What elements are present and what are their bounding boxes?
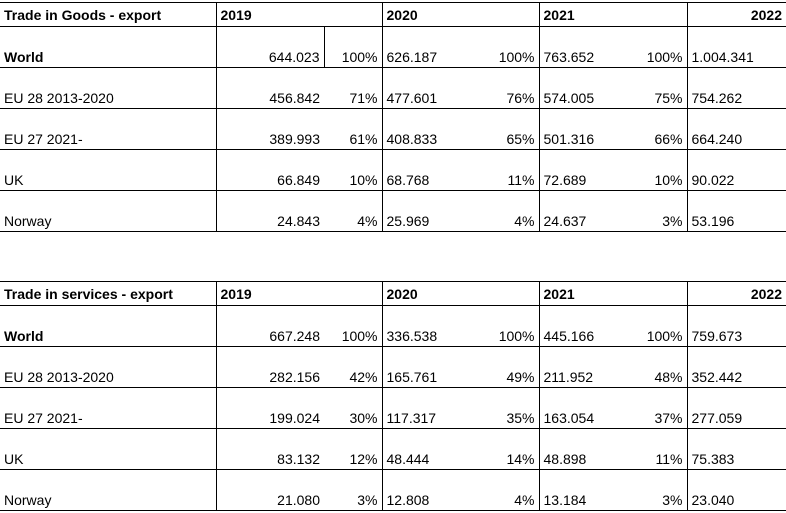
services-export-table [0, 281, 786, 511]
row-label: EU 28 2013-2020 [0, 347, 216, 388]
percent-cell: 66% [634, 109, 687, 150]
value-cell: 24.637 [539, 191, 634, 232]
percent-cell: 49% [484, 347, 539, 388]
goods-table-title: Trade in Goods - export [0, 3, 216, 27]
table-row [0, 191, 786, 232]
percent-cell: 100% [484, 306, 539, 347]
value-cell: 66.849 [216, 150, 324, 191]
percent-cell: 4% [484, 191, 539, 232]
goods-export-table [0, 2, 786, 232]
row-label: EU 27 2021- [0, 388, 216, 429]
goods-year-2022: 2022 [687, 3, 786, 27]
services-year-2021: 2021 [539, 282, 687, 306]
value-cell: 199.024 [216, 388, 324, 429]
percent-cell: 12% [324, 429, 382, 470]
goods-year-2019: 2019 [216, 3, 382, 27]
value-cell: 759.673 [687, 306, 786, 347]
value-cell: 48.444 [382, 429, 484, 470]
percent-cell: 61% [324, 109, 382, 150]
row-label: EU 27 2021- [0, 109, 216, 150]
table-row [0, 470, 786, 511]
value-cell: 644.023 [216, 27, 324, 68]
table-row [0, 68, 786, 109]
table-row [0, 306, 786, 347]
percent-cell: 35% [484, 388, 539, 429]
percent-cell: 100% [484, 27, 539, 68]
value-cell: 24.843 [216, 191, 324, 232]
services-year-2019: 2019 [216, 282, 382, 306]
table-row [0, 150, 786, 191]
row-label: UK [0, 150, 216, 191]
percent-cell: 3% [634, 470, 687, 511]
goods-year-2020: 2020 [382, 3, 539, 27]
percent-cell: 65% [484, 109, 539, 150]
value-cell: 72.689 [539, 150, 634, 191]
value-cell: 48.898 [539, 429, 634, 470]
row-label: UK [0, 429, 216, 470]
value-cell: 408.833 [382, 109, 484, 150]
percent-cell: 42% [324, 347, 382, 388]
percent-cell: 100% [324, 27, 382, 68]
value-cell: 75.383 [687, 429, 786, 470]
percent-cell: 11% [484, 150, 539, 191]
row-label: World [0, 306, 216, 347]
value-cell: 763.652 [539, 27, 634, 68]
percent-cell: 4% [484, 470, 539, 511]
value-cell: 13.184 [539, 470, 634, 511]
percent-cell: 76% [484, 68, 539, 109]
percent-cell: 71% [324, 68, 382, 109]
value-cell: 477.601 [382, 68, 484, 109]
value-cell: 117.317 [382, 388, 484, 429]
services-header-row [0, 282, 786, 306]
percent-cell: 3% [634, 191, 687, 232]
value-cell: 165.761 [382, 347, 484, 388]
value-cell: 574.005 [539, 68, 634, 109]
table-row [0, 429, 786, 470]
services-table-title: Trade in services - export [0, 282, 216, 306]
value-cell: 456.842 [216, 68, 324, 109]
value-cell: 282.156 [216, 347, 324, 388]
value-cell: 277.059 [687, 388, 786, 429]
value-cell: 12.808 [382, 470, 484, 511]
value-cell: 211.952 [539, 347, 634, 388]
percent-cell: 10% [634, 150, 687, 191]
services-year-2020: 2020 [382, 282, 539, 306]
value-cell: 389.993 [216, 109, 324, 150]
value-cell: 68.768 [382, 150, 484, 191]
row-label: Norway [0, 470, 216, 511]
value-cell: 626.187 [382, 27, 484, 68]
percent-cell: 4% [324, 191, 382, 232]
goods-header-row [0, 3, 786, 27]
percent-cell: 11% [634, 429, 687, 470]
value-cell: 445.166 [539, 306, 634, 347]
row-label: EU 28 2013-2020 [0, 68, 216, 109]
row-label: Norway [0, 191, 216, 232]
goods-year-2021: 2021 [539, 3, 687, 27]
services-year-2022: 2022 [687, 282, 786, 306]
value-cell: 83.132 [216, 429, 324, 470]
percent-cell: 100% [324, 306, 382, 347]
table-row [0, 388, 786, 429]
percent-cell: 10% [324, 150, 382, 191]
table-row [0, 347, 786, 388]
value-cell: 23.040 [687, 470, 786, 511]
percent-cell: 30% [324, 388, 382, 429]
percent-cell: 75% [634, 68, 687, 109]
value-cell: 501.316 [539, 109, 634, 150]
value-cell: 754.262 [687, 68, 786, 109]
value-cell: 21.080 [216, 470, 324, 511]
value-cell: 90.022 [687, 150, 786, 191]
value-cell: 352.442 [687, 347, 786, 388]
value-cell: 664.240 [687, 109, 786, 150]
row-label: World [0, 27, 216, 68]
value-cell: 1.004.341 [687, 27, 786, 68]
value-cell: 163.054 [539, 388, 634, 429]
value-cell: 336.538 [382, 306, 484, 347]
table-row [0, 27, 786, 68]
value-cell: 25.969 [382, 191, 484, 232]
value-cell: 667.248 [216, 306, 324, 347]
percent-cell: 14% [484, 429, 539, 470]
percent-cell: 100% [634, 27, 687, 68]
percent-cell: 100% [634, 306, 687, 347]
value-cell: 53.196 [687, 191, 786, 232]
percent-cell: 48% [634, 347, 687, 388]
percent-cell: 37% [634, 388, 687, 429]
table-row [0, 109, 786, 150]
percent-cell: 3% [324, 470, 382, 511]
